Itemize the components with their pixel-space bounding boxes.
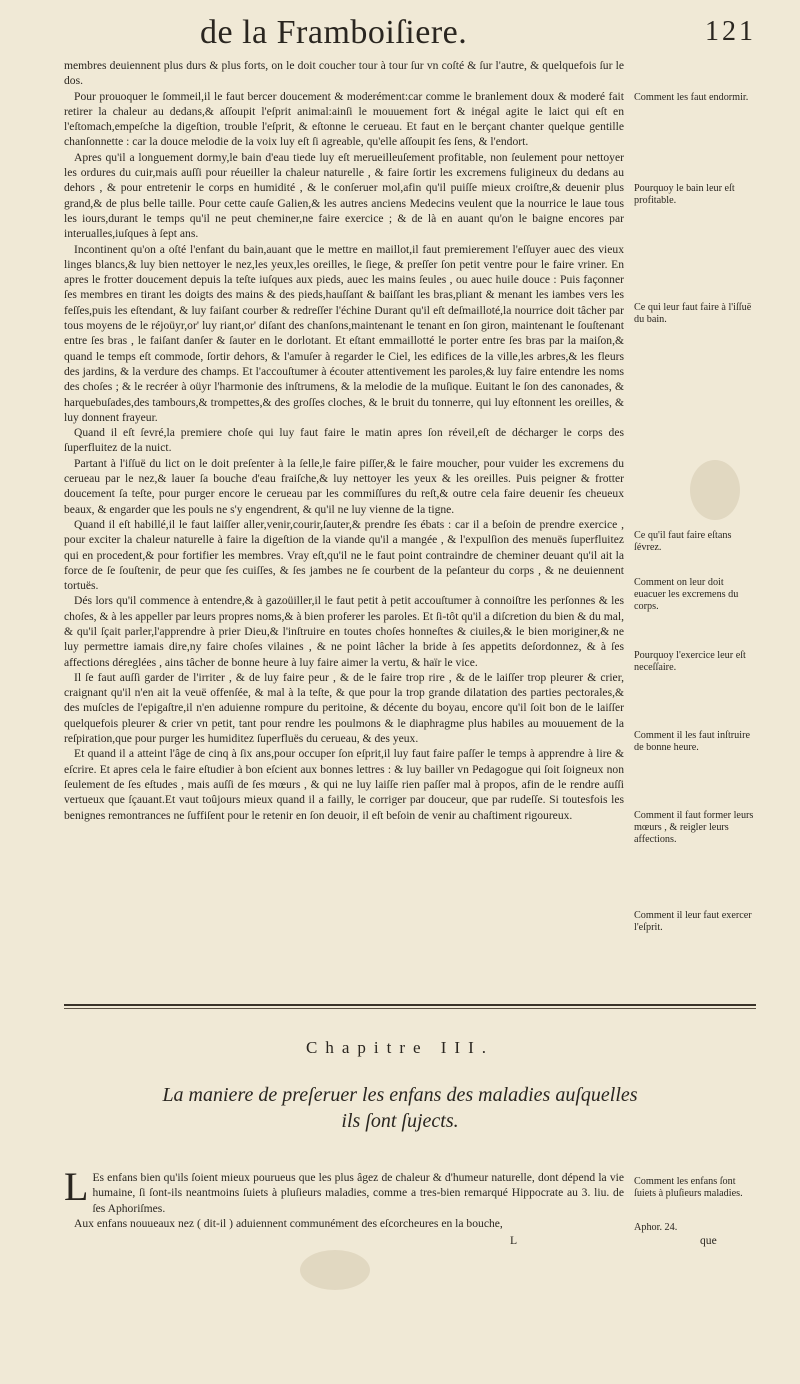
margin-note: Ce qui leur faut faire à l'iſſuë du bain.	[634, 302, 752, 325]
signature-mark: L	[510, 1234, 518, 1247]
paper-stain	[300, 1250, 370, 1290]
paragraph: Incontinent qu'on a oſté l'enfant du bain,auant que le mettre en maillot,il faut premierement l'eſſuyer auec des vieux linges blancs,& luy bien nettoyer le nez,les yeux,les oreilles, le ſiege, & preſſer ſon petit ventre pour le faire vriner. En apres le frotter doucement depuis la teſte iuſques aux pieds, auec les mains ſeules , ou auec huile douce : Puis façonner ſes membres en tirant les doigts des mains & des pieds,hauſſant & baiſſant les bras,pliant & menant les iambes vers les feſſes,puis les eſtendant, & luy faiſant courber & redreſſer l'échine Durant qu'il eſt deſmailloté,la nourrice doit tâcher par tous moyens de le réjoüyr,or' luy riant,or' diſant des chanſons,maintenant le tenant en ſon giron, maintenant le ſouſtenant entre ſes bras , le faiſant danſer & ſauter en le dorlotant. Et eſtant emmaillotté le porter entre ſes bras par la maiſon,& quand le temps eſt commode, ſortir dehors, & l'amuſer à regarder le Ciel, les edifices de la ville,les arbres,& les fleurs des jardins, & la verdure des champs. Et l'accouſtumer à écouter attentivement les paroles,& luy faire entendre les noms des choſes ; & le recréer à oüyr l'harmonie des inſtrumens, & la melodie de la muſique. Euitant le ſon des canonades, & harquebuſades,des tambours,& trompettes,& des groſſes cloches, & le bruit du tonnerre, qui luy eſtonnent les oreilles, & luy donnent frayeur.	[64, 242, 624, 424]
paragraph: Partant à l'iſſuë du lict on le doit preſenter à la ſelle,le faire piſſer,& le faire moucher, pour vuider les excremens du cerueau par le nez,& lauer ſa bouche d'eau fraiſche,& luy nettoyer les yeux & les oreilles. Puis peigner & frotter doucement ſa teſte, pour purger encore le cerueau par les commiſſures du reſt,& outre cela faire deuenir ſes cheueux beaux, & engarder que les pouls ne s'y engendrent, & qu'il ne luy vienne de la tigne.	[64, 456, 624, 516]
chapter-title-line: ils ſont ſujects.	[341, 1110, 459, 1132]
paragraph: Quand il eſt habillé,il le faut laiſſer aller,venir,courir,ſauter,& prendre ſes ébats : car il a beſoin de prendre exercice , pour exciter la chaleur naturelle à faire la digeſtion de la viande qu'il a mangée , & l'expulſion des menuës ſuperfluitez qui en procedent,& pour fortifier les membres. Vray eſt,qu'il ne le faut point contraindre de cheminer deuant qu'il ait la force de ſe ſouſtenir, de peur que ſes cuiſſes, & ſes jambes ne ſe courbent de la peſanteur du corps , & ne deuiennent tortuës.	[64, 517, 624, 593]
margin-note: Comment on leur doit euacuer les excremens du corps.	[634, 577, 739, 612]
chapter-paragraph: Aux enfans nouueaux nez ( dit-il ) aduiennent communément des eſcorcheures en la bouche,	[74, 1216, 503, 1230]
paper-stain	[690, 460, 740, 520]
paragraph: Dés lors qu'il commence à entendre,& à gazoüiller,il le faut petit à petit accouſtumer à connoiſtre les perſonnes & les choſes, & à les appeller par leurs propres noms,& à bien proferer les paroles. Et ſi-tôt qu'il a diſcretion du bien & du mal, & qu'il ſçait parler,l'apprendre à prier Dieu,& l'inſtruire en toutes choſes honneſtes & ciuiles,& le bien moriginer,& ne luy permettre iamais dire,ny faire choſes vilaines , & ne point lâcher la bride à ſes appetits deſordonnez, & à ſes affections déreglées , ains tâcher de bonne heure à luy faire aimer la vertu, & haïr le vice.	[64, 594, 624, 669]
paragraph: membres deuiennent plus durs & plus forts, on le doit coucher tour à tour ſur vn coſté & ſur l'autre, & quelquefois ſur le dos.	[64, 59, 624, 88]
margin-note: Pourquoy le bain leur eſt profitable.	[634, 183, 735, 206]
margin-note: Comment il leur faut exercer l'eſprit.	[634, 910, 752, 933]
margin-note: Ce qu'il faut faire eſtans ſévrez.	[634, 530, 732, 553]
section-divider	[64, 1004, 756, 1006]
paragraph: Et quand il a atteint l'âge de cinq à ſix ans,pour occuper ſon eſprit,il luy faut faire paſſer le temps à apprendre à lire & eſcrire. Et apres cela le faire eſtudier à bon eſcient aux bonnes lettres : & luy bailler vn Pedagogue qui ſoit ſoigneux non ſeulement de ſes eſtudes , mais auſſi de ſes mœurs , & qui ne luy laiſſe rien paſſer mal à propos, afin de le rendre auſſi vertueux que ſçauant.Et vaut toûjours mieux quand il a failly, le corriger par douceur, que par rudeſſe. Si toutesfois les benignes remontrances ne ſuffiſent pour le retenir en ſon deuoir, il eſt beſoin de venir au chaſtiment rigoureux.	[64, 747, 624, 822]
chapter-heading: Chapitre III.	[305, 1038, 495, 1057]
chapter-paragraph: Es enfans bien qu'ils ſoient mieux pourueus que les plus âgez de chaleur & d'humeur naturelle, dont dépend la vie humaine, ſi ſont-ils neantmoins ſuiets à pluſieurs maladies, comme a tres-bien remarqué Hippocrate au 3. liu. de ſes Aphoriſmes.	[92, 1171, 624, 1215]
paragraph: Apres qu'il a longuement dormy,le bain d'eau tiede luy eſt merueilleuſement profitable, non ſeulement pour nettoyer les ordures du cuir,mais auſſi pour réueiller la chaleur naturelle , & faire ſortir les excremens fuligineux du dedans au dehors , & pour entretenir le corps en humidité , & le conſeruer mol,afin qu'il puiſſe mieux croiſtre,& deuenir plus grand,& de plus belle taille. Pour cette cauſe Galien,& les autres anciens Medecins veulent que la nourrice le laue tous les iours,durant le temps qu'il ne peut cheminer,ne faire exercice ; & de là en auant qu'on le baigne encores par interualles,iuſques à ſept ans.	[64, 150, 624, 241]
chapter-title-line: La maniere de preſeruer les enfans des maladies auſquelles	[162, 1084, 638, 1106]
body-text	[64, 58, 624, 823]
chapter-title	[0, 1082, 800, 1134]
paragraph: Quand il eſt ſevré,la premiere choſe qui luy faut faire le matin apres ſon réveil,eſt de décharger le corps des ſuperfluitez de la nuict.	[64, 426, 624, 455]
running-title: de la Framboiſiere.	[200, 14, 468, 51]
margin-note: Comment il faut former leurs mœurs , & reigler leurs affections.	[634, 810, 754, 845]
margin-note: Comment il les faut inſtruire de bonne heure.	[634, 730, 751, 753]
margin-note: Comment les faut endormir.	[634, 92, 749, 103]
catchword: que	[700, 1234, 717, 1247]
margin-note: Aphor. 24.	[634, 1222, 678, 1233]
drop-cap: L	[64, 1164, 89, 1209]
chapter-body	[64, 1164, 624, 1231]
running-header	[0, 14, 800, 54]
margin-note: Pourquoy l'exercice leur eſt neceſſaire.	[634, 650, 746, 673]
page-number: 121	[705, 16, 756, 47]
paragraph: Il ſe faut auſſi garder de l'irriter , & de luy faire peur , & de le faire trop rire , & de le laiſſer trop pleurer & crier, craignant qu'il n'en ait la veuë offenſée, & mal à la teſte, & que pour la trop grande dilatation des parties pectorales,& des muſcles de l'epigaſtre,il n'en aduienne rompure du peritoine, & décente du boyau, encore qu'il ſoit bon de le laiſſer quelquefois pleurer & crier vn petit, tant pour rendre les poulmons & le diaphragme plus habiles au mouuement de la reſpiration,que pour purger les humiditez ſuperfluës du cerueau, & des yeux.	[64, 670, 624, 746]
section-divider	[64, 1008, 756, 1009]
paragraph: Pour prouoquer le ſommeil,il le faut bercer doucement & moderément:car comme le branlement doux & moderé fait retirer la chaleur au dedans,& aſſoupit l'eſprit animal:ainſi le mouuement fort & inégal agite le laict qui eſt en l'eſtomach,empeſche la digeſtion, trouble l'eſprit, & eſtonne le cerueau. Et faut en le berçant chanter quelque gentille chanſonnette : car la douce melodie de la voix luy eſt ſi agreable, qu'elle aſſoupit ſes ſens, & l'endort.	[64, 89, 624, 149]
margin-note: Comment les enfans ſont ſuiets à pluſieurs maladies.	[634, 1176, 743, 1199]
